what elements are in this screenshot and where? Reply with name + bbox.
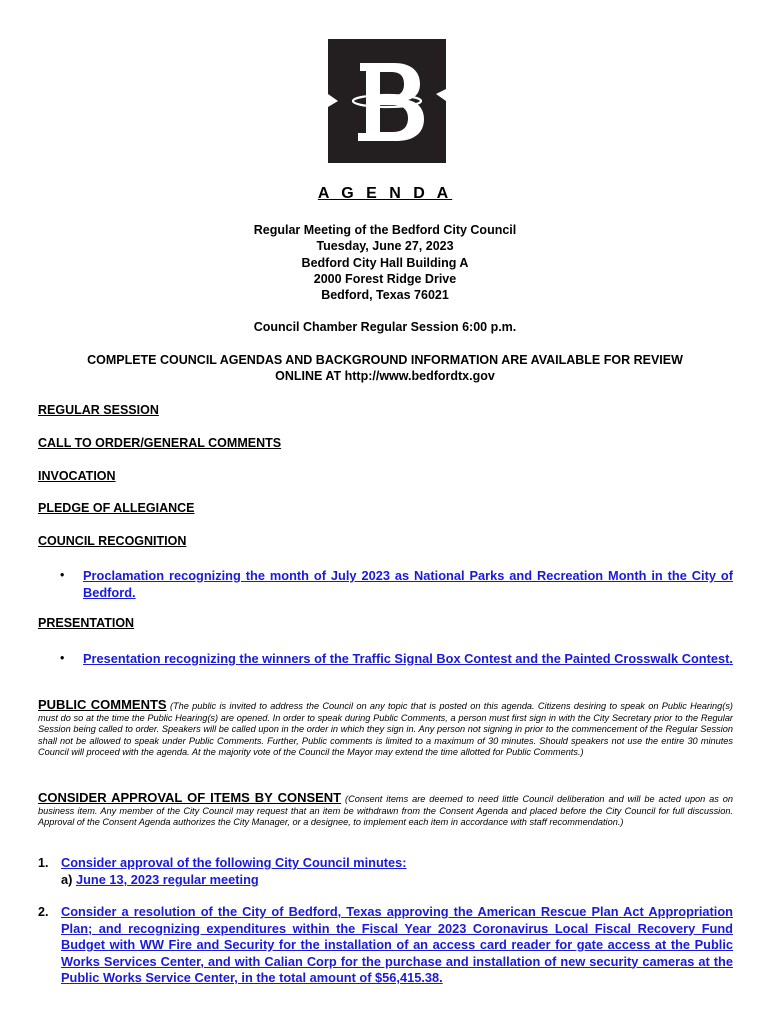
session-time: Council Chamber Regular Session 6:00 p.m. — [253, 320, 517, 334]
meeting-city: Bedford, Texas 76021 — [321, 288, 449, 303]
item-2-link[interactable] — [61, 904, 733, 987]
heading-pledge: PLEDGE OF ALLEGIANCE — [38, 501, 195, 515]
heading-call-to-order: CALL TO ORDER/GENERAL COMMENTS — [38, 436, 282, 450]
heading-regular-session: REGULAR SESSION — [38, 403, 159, 417]
bullet: • — [60, 651, 65, 665]
agenda-title: A G E N D A — [317, 185, 453, 202]
consent-heading: CONSIDER APPROVAL OF ITEMS BY CONSENT — [38, 790, 342, 805]
item-2-text[interactable]: Consider a resolution of the City of Bedford, Texas approving the American Rescue Plan Act Appropriation Plan; and recognizing expenditures within the Fiscal Year 2023 Coronavirus Local Fiscal Recovery Fund Budget with WW Fire and Security for the installation of an access card reader for gate access at the Public Works Services Center, and with Calian Corp for the purchase and installation of new security cameras at the Public Works Service Center, in the total amount of $56,415.38. — [61, 904, 733, 985]
bullet: • — [60, 568, 65, 582]
item-number: 2. — [38, 905, 49, 919]
meeting-building: Bedford City Hall Building A — [301, 255, 469, 270]
public-comments-section — [38, 699, 733, 759]
notice-line-2: ONLINE AT http://www.bedfordtx.gov — [275, 369, 495, 383]
item-1-link[interactable] — [61, 855, 733, 872]
meeting-name: Regular Meeting of the Bedford City Council — [253, 223, 517, 237]
bedford-logo — [328, 39, 446, 163]
consent-section — [38, 792, 733, 829]
item-1-sub — [61, 872, 259, 887]
consent-text: (Consent items are deemed to need little Council deliberation and will be acted upon as on business item. Any member of the City Council may request that an item be withdrawn from the Consent Agenda and placed before the City Council for full discussion. Approval of the Consent Agenda authorizes the City Manager, or a designee, to implement each item in accordance with staff recommendation.) — [38, 794, 733, 828]
heading-council-recognition: COUNCIL RECOGNITION — [38, 534, 187, 548]
heading-invocation: INVOCATION — [38, 469, 116, 483]
public-comments-text: (The public is invited to address the Council on any topic that is posted on this agenda. Citizens desiring to speak on Public Hearing(s) must do so at the time the Public Hearing(s) are opened. In order to speak during Public Comments, a person must first sign in with the City Secretary prior to the Regular Session being called to order. Speakers will be called upon in the order in which they sign in. Any person not signing in prior to the commencement of the Regular Session shall not be allowed to speak under Public Comments. Further, Public comments is limited to a maximum of 30 minutes. Should speakers not use the entire 30 minutes Council will proceed with the agenda. At the majority vote of the Council the Mayor may extend the time allotted for Public Comments.) — [38, 701, 733, 758]
heading-presentation: PRESENTATION — [38, 616, 135, 630]
meeting-street: 2000 Forest Ridge Drive — [313, 271, 457, 286]
minutes-link[interactable]: June 13, 2023 regular meeting — [75, 872, 259, 887]
item-1-text[interactable]: Consider approval of the following City Council minutes: — [61, 855, 407, 870]
meeting-date: Tuesday, June 27, 2023 — [316, 239, 454, 254]
recognition-link[interactable]: Proclamation recognizing the month of July 2023 as National Parks and Recreation Month in the City of Bedford. — [83, 568, 733, 600]
sub-label: a) — [61, 872, 73, 887]
presentation-link[interactable]: Presentation recognizing the winners of the Traffic Signal Box Contest and the Painted Crosswalk Contest. — [83, 651, 733, 666]
online-notice — [0, 352, 770, 384]
notice-line-1: COMPLETE COUNCIL AGENDAS AND BACKGROUND INFORMATION ARE AVAILABLE FOR REVIEW — [87, 353, 683, 367]
item-number: 1. — [38, 856, 49, 870]
public-comments-heading: PUBLIC COMMENTS — [38, 697, 167, 712]
meeting-info — [0, 222, 770, 303]
